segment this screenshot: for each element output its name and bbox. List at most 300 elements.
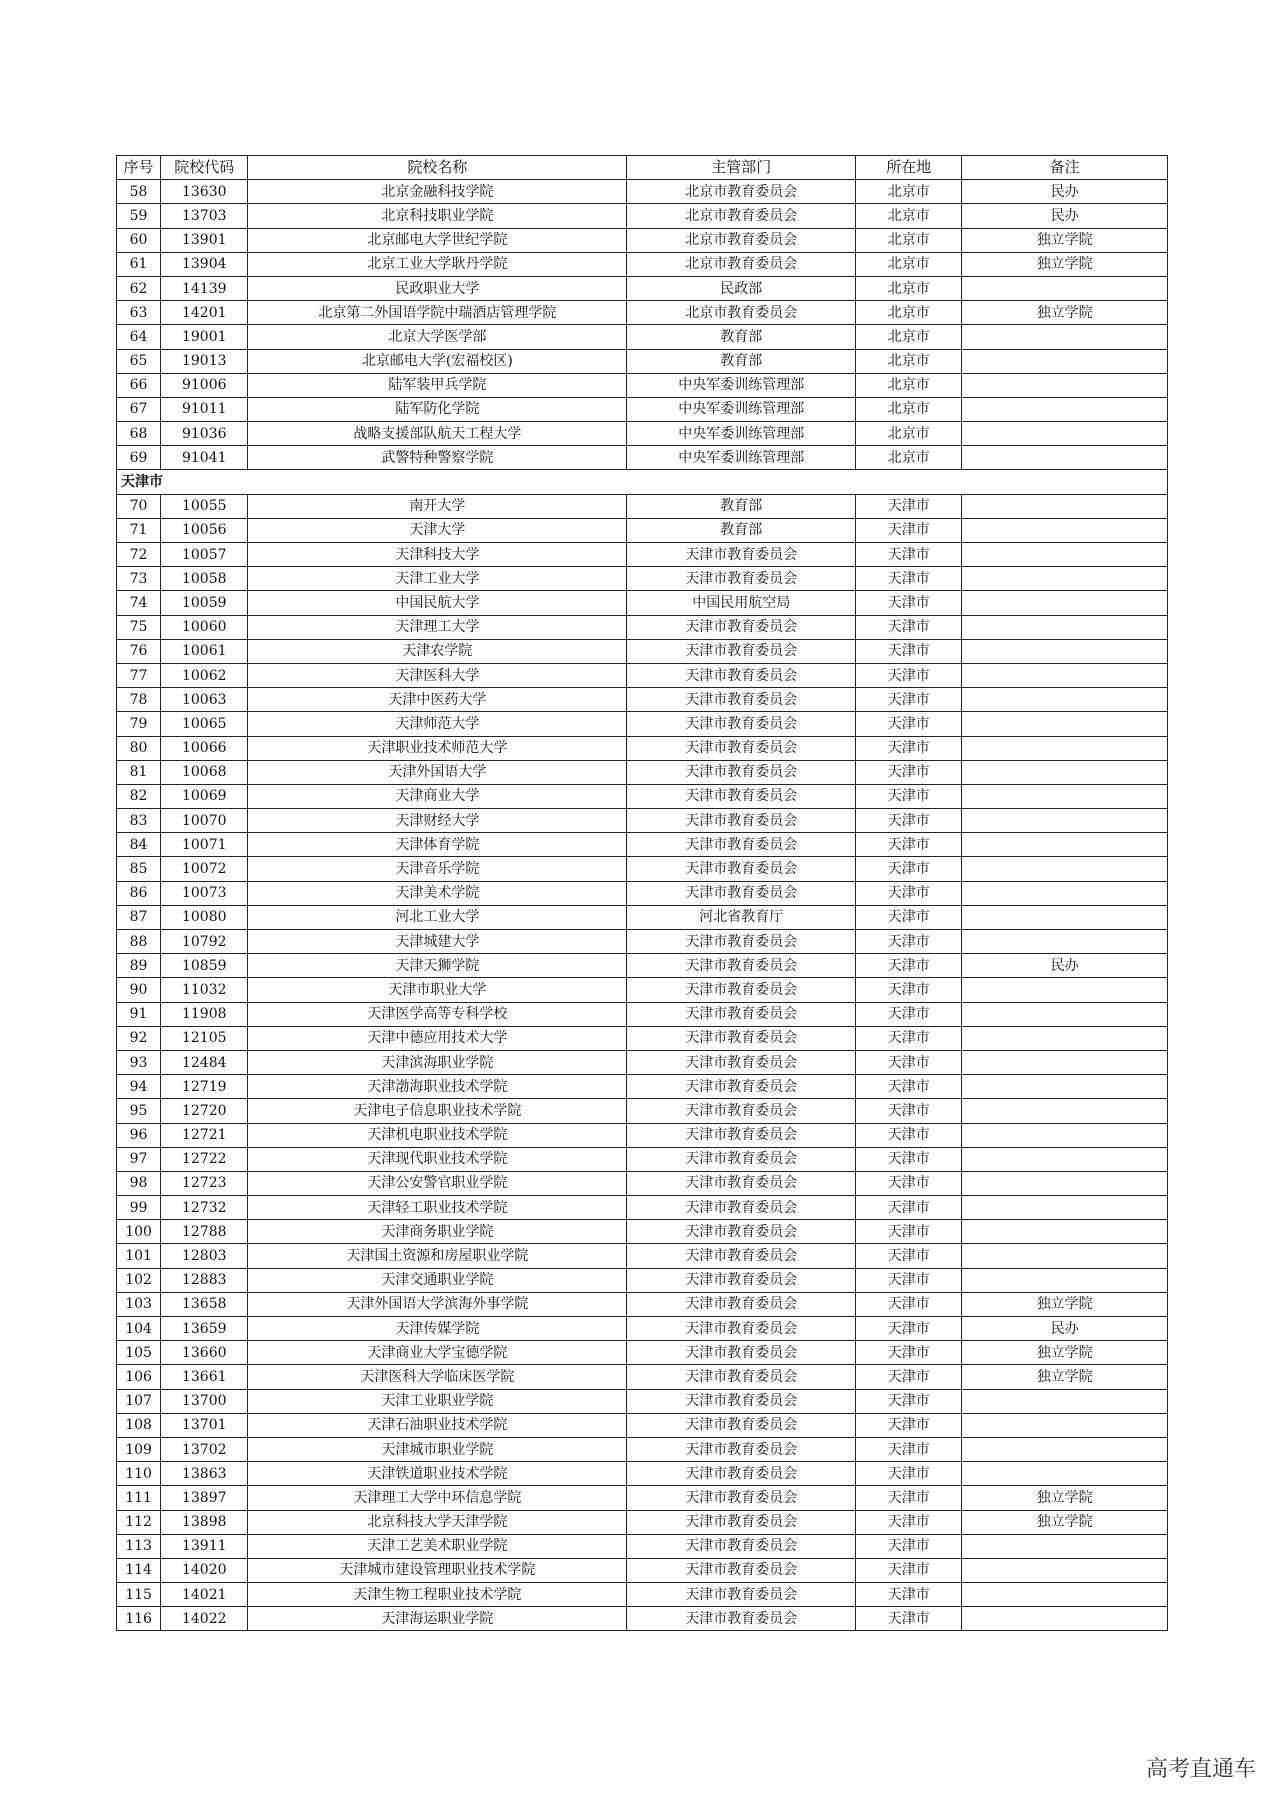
location-cell: 北京市 (856, 446, 962, 470)
remark-cell (962, 1196, 1168, 1220)
location-cell: 天津市 (856, 978, 962, 1002)
location-cell: 天津市 (856, 615, 962, 639)
department-cell: 天津市教育委员会 (627, 1341, 856, 1365)
table-row (117, 276, 1168, 300)
location-cell: 天津市 (856, 1510, 962, 1534)
name-cell: 天津工艺美术职业学院 (248, 1534, 627, 1558)
code-cell: 13661 (161, 1365, 248, 1389)
remark-cell: 独立学院 (962, 228, 1168, 252)
remark-cell (962, 518, 1168, 542)
code-cell: 13898 (161, 1510, 248, 1534)
table-row (117, 228, 1168, 252)
code-cell: 12721 (161, 1123, 248, 1147)
department-cell: 中央军委训练管理部 (627, 446, 856, 470)
department-cell: 北京市教育委员会 (627, 228, 856, 252)
table-row (117, 954, 1168, 978)
table-row (117, 373, 1168, 397)
index-cell: 69 (117, 446, 161, 470)
name-cell: 天津机电职业技术学院 (248, 1123, 627, 1147)
index-cell: 109 (117, 1437, 161, 1461)
remark-cell (962, 373, 1168, 397)
location-cell: 天津市 (856, 1123, 962, 1147)
table-row (117, 1292, 1168, 1316)
code-cell: 12484 (161, 1050, 248, 1074)
name-cell: 天津职业技术师范大学 (248, 736, 627, 760)
index-cell: 60 (117, 228, 161, 252)
location-cell: 天津市 (856, 736, 962, 760)
remark-cell (962, 1413, 1168, 1437)
index-cell: 107 (117, 1389, 161, 1413)
index-cell: 81 (117, 760, 161, 784)
location-cell: 天津市 (856, 1413, 962, 1437)
code-cell: 10061 (161, 639, 248, 663)
location-cell: 天津市 (856, 809, 962, 833)
code-cell: 91036 (161, 422, 248, 446)
index-cell: 71 (117, 518, 161, 542)
department-cell: 河北省教育厅 (627, 905, 856, 929)
name-cell: 天津中德应用技术大学 (248, 1026, 627, 1050)
table-row (117, 905, 1168, 929)
table-row (117, 518, 1168, 542)
header-location: 所在地 (856, 156, 962, 180)
index-cell: 100 (117, 1220, 161, 1244)
code-cell: 13700 (161, 1389, 248, 1413)
code-cell: 13630 (161, 180, 248, 204)
section-row (117, 470, 1168, 494)
index-cell: 64 (117, 325, 161, 349)
name-cell: 武警特种警察学院 (248, 446, 627, 470)
remark-cell (962, 760, 1168, 784)
remark-cell (962, 615, 1168, 639)
location-cell: 北京市 (856, 325, 962, 349)
location-cell: 天津市 (856, 567, 962, 591)
index-cell: 97 (117, 1147, 161, 1171)
location-cell: 天津市 (856, 760, 962, 784)
remark-cell: 独立学院 (962, 1486, 1168, 1510)
remark-cell (962, 1437, 1168, 1461)
index-cell: 61 (117, 252, 161, 276)
department-cell: 天津市教育委员会 (627, 1002, 856, 1026)
name-cell: 天津传媒学院 (248, 1317, 627, 1341)
table-row (117, 1099, 1168, 1123)
location-cell: 天津市 (856, 1147, 962, 1171)
index-cell: 80 (117, 736, 161, 760)
name-cell: 天津理工大学 (248, 615, 627, 639)
table-row (117, 1317, 1168, 1341)
location-cell: 天津市 (856, 930, 962, 954)
name-cell: 天津市职业大学 (248, 978, 627, 1002)
code-cell: 14139 (161, 276, 248, 300)
name-cell: 天津商业大学 (248, 784, 627, 808)
remark-cell: 民办 (962, 204, 1168, 228)
table-row (117, 736, 1168, 760)
code-cell: 91041 (161, 446, 248, 470)
index-cell: 99 (117, 1196, 161, 1220)
name-cell: 天津铁道职业技术学院 (248, 1462, 627, 1486)
location-cell: 天津市 (856, 905, 962, 929)
table-row (117, 1196, 1168, 1220)
name-cell: 陆军防化学院 (248, 397, 627, 421)
location-cell: 天津市 (856, 1075, 962, 1099)
location-cell: 北京市 (856, 276, 962, 300)
department-cell: 天津市教育委员会 (627, 1558, 856, 1582)
index-cell: 72 (117, 543, 161, 567)
name-cell: 北京大学医学部 (248, 325, 627, 349)
name-cell: 天津石油职业技术学院 (248, 1413, 627, 1437)
index-cell: 102 (117, 1268, 161, 1292)
code-cell: 10069 (161, 784, 248, 808)
location-cell: 天津市 (856, 1583, 962, 1607)
index-cell: 74 (117, 591, 161, 615)
code-cell: 13701 (161, 1413, 248, 1437)
table-row (117, 1365, 1168, 1389)
code-cell: 12719 (161, 1075, 248, 1099)
table-row (117, 1268, 1168, 1292)
remark-cell (962, 1268, 1168, 1292)
department-cell: 中央军委训练管理部 (627, 397, 856, 421)
code-cell: 12723 (161, 1171, 248, 1195)
code-cell: 14201 (161, 301, 248, 325)
index-cell: 113 (117, 1534, 161, 1558)
department-cell: 天津市教育委员会 (627, 615, 856, 639)
code-cell: 10058 (161, 567, 248, 591)
name-cell: 天津电子信息职业技术学院 (248, 1099, 627, 1123)
table-row (117, 301, 1168, 325)
remark-cell (962, 1050, 1168, 1074)
table-row (117, 543, 1168, 567)
name-cell: 天津城市职业学院 (248, 1437, 627, 1461)
code-cell: 10071 (161, 833, 248, 857)
name-cell: 北京工业大学耿丹学院 (248, 252, 627, 276)
header-remark: 备注 (962, 156, 1168, 180)
name-cell: 天津国土资源和房屋职业学院 (248, 1244, 627, 1268)
index-cell: 83 (117, 809, 161, 833)
index-cell: 110 (117, 1462, 161, 1486)
index-cell: 103 (117, 1292, 161, 1316)
department-cell: 天津市教育委员会 (627, 1099, 856, 1123)
remark-cell (962, 1099, 1168, 1123)
header-row (117, 156, 1168, 180)
department-cell: 天津市教育委员会 (627, 1462, 856, 1486)
department-cell: 天津市教育委员会 (627, 881, 856, 905)
department-cell: 天津市教育委员会 (627, 1268, 856, 1292)
code-cell: 10055 (161, 494, 248, 518)
name-cell: 北京科技大学天津学院 (248, 1510, 627, 1534)
code-cell: 13659 (161, 1317, 248, 1341)
index-cell: 62 (117, 276, 161, 300)
table-row (117, 494, 1168, 518)
remark-cell (962, 446, 1168, 470)
table-row (117, 809, 1168, 833)
index-cell: 75 (117, 615, 161, 639)
department-cell: 天津市教育委员会 (627, 833, 856, 857)
code-cell: 12883 (161, 1268, 248, 1292)
location-cell: 北京市 (856, 252, 962, 276)
department-cell: 中央军委训练管理部 (627, 422, 856, 446)
header-index: 序号 (117, 156, 161, 180)
name-cell: 北京第二外国语学院中瑞酒店管理学院 (248, 301, 627, 325)
name-cell: 天津体育学院 (248, 833, 627, 857)
department-cell: 天津市教育委员会 (627, 1510, 856, 1534)
index-cell: 63 (117, 301, 161, 325)
location-cell: 天津市 (856, 1462, 962, 1486)
code-cell: 10792 (161, 930, 248, 954)
code-cell: 10065 (161, 712, 248, 736)
remark-cell: 独立学院 (962, 1292, 1168, 1316)
department-cell: 天津市教育委员会 (627, 663, 856, 687)
location-cell: 天津市 (856, 1389, 962, 1413)
name-cell: 天津师范大学 (248, 712, 627, 736)
table-row (117, 1413, 1168, 1437)
location-cell: 北京市 (856, 349, 962, 373)
table-row (117, 1123, 1168, 1147)
remark-cell (962, 663, 1168, 687)
code-cell: 12803 (161, 1244, 248, 1268)
table-row (117, 978, 1168, 1002)
location-cell: 天津市 (856, 543, 962, 567)
department-cell: 教育部 (627, 494, 856, 518)
table-row (117, 567, 1168, 591)
department-cell: 教育部 (627, 349, 856, 373)
department-cell: 天津市教育委员会 (627, 954, 856, 978)
index-cell: 84 (117, 833, 161, 857)
code-cell: 14020 (161, 1558, 248, 1582)
index-cell: 73 (117, 567, 161, 591)
department-cell: 天津市教育委员会 (627, 1583, 856, 1607)
department-cell: 天津市教育委员会 (627, 688, 856, 712)
code-cell: 12732 (161, 1196, 248, 1220)
code-cell: 11032 (161, 978, 248, 1002)
table-row (117, 712, 1168, 736)
name-cell: 北京邮电大学(宏福校区) (248, 349, 627, 373)
location-cell: 天津市 (856, 1196, 962, 1220)
table-row (117, 784, 1168, 808)
table-row (117, 349, 1168, 373)
department-cell: 天津市教育委员会 (627, 712, 856, 736)
index-cell: 68 (117, 422, 161, 446)
remark-cell (962, 639, 1168, 663)
table-row (117, 1558, 1168, 1582)
name-cell: 民政职业大学 (248, 276, 627, 300)
name-cell: 天津城建大学 (248, 930, 627, 954)
remark-cell (962, 397, 1168, 421)
code-cell: 13911 (161, 1534, 248, 1558)
remark-cell (962, 857, 1168, 881)
department-cell: 天津市教育委员会 (627, 1026, 856, 1050)
index-cell: 86 (117, 881, 161, 905)
remark-cell (962, 1583, 1168, 1607)
location-cell: 天津市 (856, 663, 962, 687)
index-cell: 94 (117, 1075, 161, 1099)
location-cell: 天津市 (856, 1292, 962, 1316)
name-cell: 天津工业职业学院 (248, 1389, 627, 1413)
code-cell: 13904 (161, 252, 248, 276)
remark-cell: 民办 (962, 954, 1168, 978)
location-cell: 天津市 (856, 1607, 962, 1631)
remark-cell (962, 1244, 1168, 1268)
code-cell: 91011 (161, 397, 248, 421)
department-cell: 北京市教育委员会 (627, 252, 856, 276)
index-cell: 78 (117, 688, 161, 712)
location-cell: 天津市 (856, 1268, 962, 1292)
name-cell: 天津理工大学中环信息学院 (248, 1486, 627, 1510)
department-cell: 天津市教育委员会 (627, 1050, 856, 1074)
department-cell: 天津市教育委员会 (627, 978, 856, 1002)
name-cell: 天津工业大学 (248, 567, 627, 591)
department-cell: 天津市教育委员会 (627, 543, 856, 567)
table-row (117, 833, 1168, 857)
department-cell: 天津市教育委员会 (627, 1365, 856, 1389)
code-cell: 13703 (161, 204, 248, 228)
location-cell: 天津市 (856, 591, 962, 615)
department-cell: 天津市教育委员会 (627, 1196, 856, 1220)
remark-cell (962, 784, 1168, 808)
name-cell: 天津外国语大学 (248, 760, 627, 784)
remark-cell: 独立学院 (962, 1510, 1168, 1534)
remark-cell (962, 1389, 1168, 1413)
code-cell: 91006 (161, 373, 248, 397)
name-cell: 天津外国语大学滨海外事学院 (248, 1292, 627, 1316)
table-row (117, 1486, 1168, 1510)
remark-cell (962, 1171, 1168, 1195)
name-cell: 天津医科大学 (248, 663, 627, 687)
code-cell: 10859 (161, 954, 248, 978)
remark-cell (962, 1220, 1168, 1244)
table-row (117, 397, 1168, 421)
index-cell: 70 (117, 494, 161, 518)
department-cell: 天津市教育委员会 (627, 930, 856, 954)
remark-cell (962, 930, 1168, 954)
remark-cell (962, 276, 1168, 300)
name-cell: 北京科技职业学院 (248, 204, 627, 228)
code-cell: 10066 (161, 736, 248, 760)
department-cell: 天津市教育委员会 (627, 1171, 856, 1195)
code-cell: 14022 (161, 1607, 248, 1631)
table-body (117, 180, 1168, 1631)
name-cell: 天津商业大学宝德学院 (248, 1341, 627, 1365)
table-row (117, 1389, 1168, 1413)
remark-cell (962, 325, 1168, 349)
index-cell: 59 (117, 204, 161, 228)
department-cell: 中央军委训练管理部 (627, 373, 856, 397)
name-cell: 天津公安警官职业学院 (248, 1171, 627, 1195)
remark-cell (962, 688, 1168, 712)
department-cell: 天津市教育委员会 (627, 1220, 856, 1244)
code-cell: 10062 (161, 663, 248, 687)
index-cell: 95 (117, 1099, 161, 1123)
table-row (117, 204, 1168, 228)
location-cell: 天津市 (856, 881, 962, 905)
name-cell: 天津渤海职业技术学院 (248, 1075, 627, 1099)
location-cell: 天津市 (856, 1534, 962, 1558)
department-cell: 天津市教育委员会 (627, 809, 856, 833)
code-cell: 10073 (161, 881, 248, 905)
location-cell: 天津市 (856, 494, 962, 518)
location-cell: 北京市 (856, 397, 962, 421)
name-cell: 北京邮电大学世纪学院 (248, 228, 627, 252)
name-cell: 天津音乐学院 (248, 857, 627, 881)
index-cell: 90 (117, 978, 161, 1002)
department-cell: 教育部 (627, 518, 856, 542)
department-cell: 北京市教育委员会 (627, 301, 856, 325)
table-row (117, 1147, 1168, 1171)
location-cell: 天津市 (856, 1244, 962, 1268)
department-cell: 天津市教育委员会 (627, 1413, 856, 1437)
index-cell: 67 (117, 397, 161, 421)
name-cell: 天津生物工程职业技术学院 (248, 1583, 627, 1607)
index-cell: 88 (117, 930, 161, 954)
location-cell: 天津市 (856, 954, 962, 978)
table-row (117, 639, 1168, 663)
table-row (117, 1510, 1168, 1534)
code-cell: 10059 (161, 591, 248, 615)
code-cell: 10063 (161, 688, 248, 712)
name-cell: 天津现代职业技术学院 (248, 1147, 627, 1171)
index-cell: 105 (117, 1341, 161, 1365)
index-cell: 106 (117, 1365, 161, 1389)
table-row (117, 1244, 1168, 1268)
remark-cell (962, 1147, 1168, 1171)
remark-cell (962, 567, 1168, 591)
index-cell: 111 (117, 1486, 161, 1510)
header-department: 主管部门 (627, 156, 856, 180)
index-cell: 112 (117, 1510, 161, 1534)
name-cell: 天津商务职业学院 (248, 1220, 627, 1244)
table-row (117, 1220, 1168, 1244)
location-cell: 天津市 (856, 1365, 962, 1389)
department-cell: 天津市教育委员会 (627, 1244, 856, 1268)
header-code: 院校代码 (161, 156, 248, 180)
index-cell: 116 (117, 1607, 161, 1631)
table-row (117, 688, 1168, 712)
remark-cell (962, 1123, 1168, 1147)
table-row (117, 1583, 1168, 1607)
location-cell: 天津市 (856, 784, 962, 808)
location-cell: 天津市 (856, 639, 962, 663)
table-row (117, 252, 1168, 276)
name-cell: 天津中医药大学 (248, 688, 627, 712)
remark-cell: 独立学院 (962, 1341, 1168, 1365)
name-cell: 天津科技大学 (248, 543, 627, 567)
code-cell: 10068 (161, 760, 248, 784)
remark-cell: 民办 (962, 1317, 1168, 1341)
index-cell: 104 (117, 1317, 161, 1341)
table-row (117, 1050, 1168, 1074)
department-cell: 天津市教育委员会 (627, 1147, 856, 1171)
location-cell: 天津市 (856, 857, 962, 881)
index-cell: 79 (117, 712, 161, 736)
name-cell: 天津财经大学 (248, 809, 627, 833)
index-cell: 76 (117, 639, 161, 663)
location-cell: 北京市 (856, 422, 962, 446)
location-cell: 天津市 (856, 1437, 962, 1461)
remark-cell: 独立学院 (962, 1365, 1168, 1389)
remark-cell (962, 591, 1168, 615)
department-cell: 天津市教育委员会 (627, 1607, 856, 1631)
index-cell: 91 (117, 1002, 161, 1026)
table-row (117, 1462, 1168, 1486)
department-cell: 天津市教育委员会 (627, 736, 856, 760)
location-cell: 天津市 (856, 1317, 962, 1341)
department-cell: 教育部 (627, 325, 856, 349)
name-cell: 天津轻工职业技术学院 (248, 1196, 627, 1220)
code-cell: 12105 (161, 1026, 248, 1050)
code-cell: 12720 (161, 1099, 248, 1123)
table-row (117, 1607, 1168, 1631)
code-cell: 13702 (161, 1437, 248, 1461)
remark-cell (962, 905, 1168, 929)
name-cell: 南开大学 (248, 494, 627, 518)
